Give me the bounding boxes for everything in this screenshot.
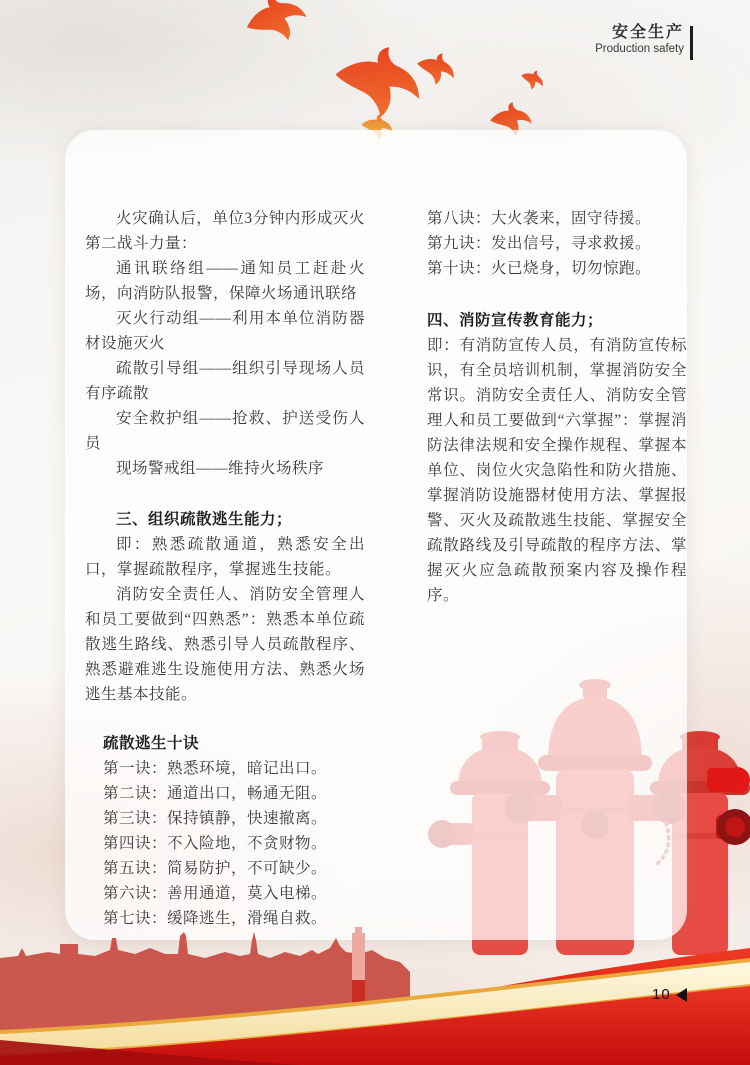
paragraph-rescue-group: 安全救护组——抢救、护送受伤人员 [85, 410, 365, 452]
paragraph-four-familiar: 消防安全责任人、消防安全管理人和员工要做到“四熟悉”：熟悉本单位疏散逃生路线、熟悉引导人员疏散程序、熟悉避难逃生设施使用方法、熟悉火场逃生基本技能。 [85, 586, 365, 703]
paragraph-propaganda-ability: 即：有消防宣传人员，有消防宣传标识，有全员培训机制，掌握消防安全常识。消防安全责任人、消防安全管理人和员工要做到“六掌握”：掌握消防法律法规和安全操作规程、掌握本单位、岗位火灾急陷性和防火措施、掌握消防设施器材使用方法、掌握报警、灭火及疏散逃生技能、掌握安全疏散路线及引导疏散的程序方法、掌握灭火应急疏散预案内容及操作程序。 [427, 337, 687, 604]
paragraph-evacuation-ability: 即：熟悉疏散通道，熟悉安全出口，掌握疏散程序，掌握逃生技能。 [85, 536, 365, 578]
paragraph-firefighting-group: 灭火行动组——利用本单位消防器材设施灭火 [85, 310, 365, 352]
page-arrow-icon [676, 988, 687, 1002]
section-heading-3: 三、组织疏散逃生能力； [116, 511, 293, 528]
section-heading-4: 四、消防宣传教育能力； [427, 312, 604, 329]
tip-item: 第六诀：善用通道，莫入电梯。 [103, 885, 328, 902]
content-columns [85, 206, 687, 931]
tip-item: 第十诀：火已烧身，切勿惊跑。 [427, 260, 652, 277]
tip-item: 第二诀：通道出口，畅通无阻。 [103, 785, 328, 802]
header-title-cn: 安全生产 [611, 24, 684, 41]
page-number [652, 986, 687, 1003]
tip-item: 第五诀：简易防护，不可缺少。 [103, 860, 328, 877]
page-number-value: 10 [652, 986, 671, 1003]
tips-list-right [427, 206, 687, 281]
left-column [85, 206, 365, 931]
header-title-en: Production safety [595, 43, 684, 55]
paragraph-fire-confirm: 火灾确认后，单位3分钟内形成灭火第二战斗力量： [85, 210, 365, 252]
paragraph-liaison-group: 通讯联络组——通知员工赶赴火场，向消防队报警，保障火场通讯联络 [85, 260, 365, 302]
paragraph-evacuation-group: 疏散引导组——组织引导现场人员有序疏散 [85, 360, 365, 402]
page-header [0, 24, 684, 56]
tip-item: 第四诀：不入险地，不贪财物。 [103, 835, 328, 852]
right-column [427, 206, 687, 931]
paragraph-guard-group: 现场警戒组——维持火场秩序 [116, 460, 325, 477]
tips-title: 疏散逃生十诀 [103, 735, 200, 752]
tip-item: 第七诀：缓降逃生，滑绳自救。 [103, 910, 328, 927]
tip-item: 第一诀：熟悉环境，暗记出口。 [103, 760, 328, 777]
tip-item: 第三诀：保持镇静，快速撤离。 [103, 810, 328, 827]
tip-item: 第八诀：大火袭来，固守待援。 [427, 210, 652, 227]
tip-item: 第九诀：发出信号，寻求救援。 [427, 235, 652, 252]
header-divider-bar [690, 26, 693, 60]
bottom-wave-decoration [0, 880, 750, 1065]
